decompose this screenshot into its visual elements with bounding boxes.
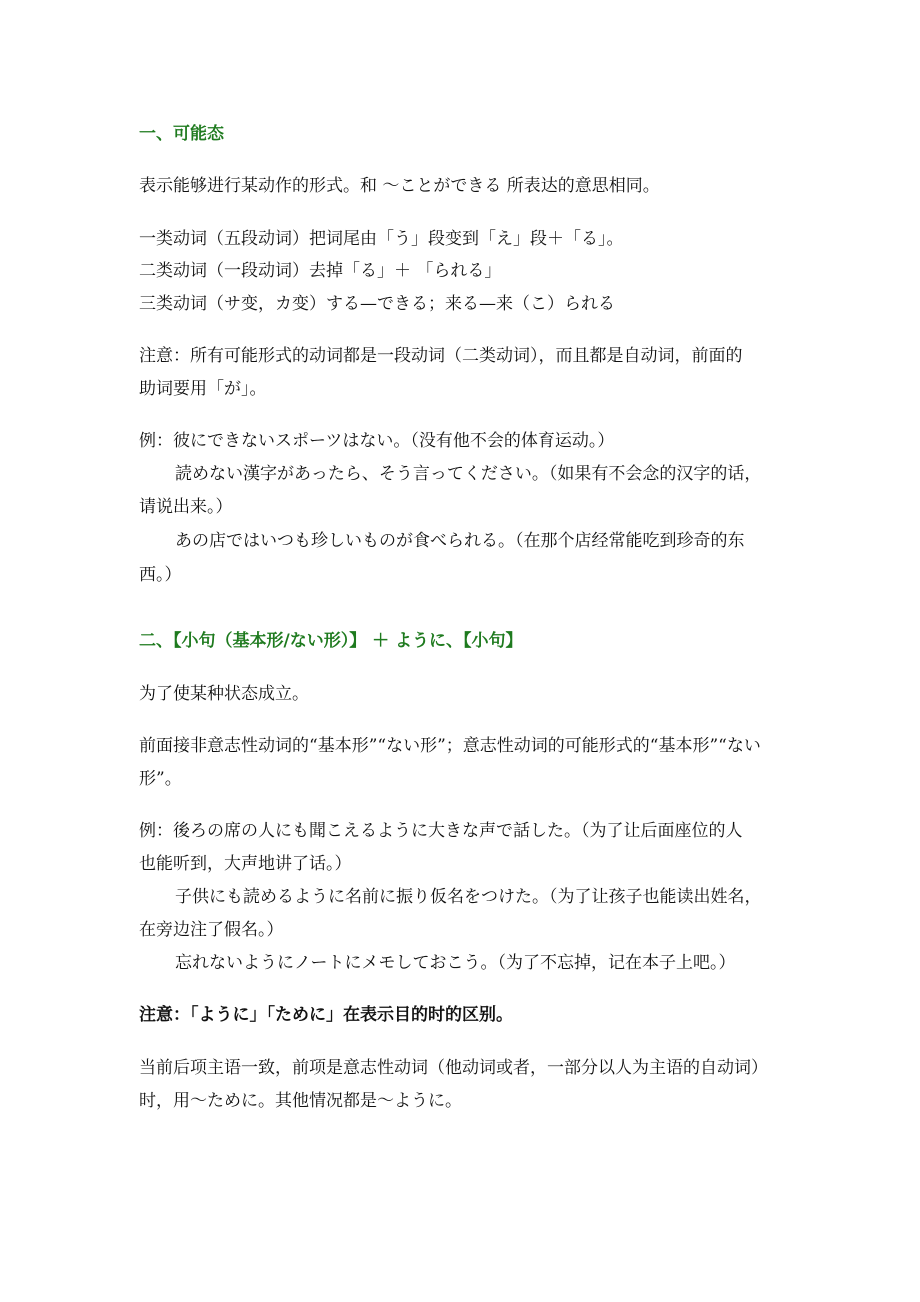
- example-sentence: 忘れないようにノートにメモしておこう。（为了不忘掉，记在本子上吧。）: [175, 953, 736, 973]
- description-text: 前面接非意志性动词的“基本形”“ない形”；意志性动词的可能形式的“基本形”“ない: [139, 736, 761, 756]
- example-sentence: あの店ではいつも珍しいものが食べられる。（在那个店经常能吃到珍奇的东: [175, 531, 745, 551]
- section1-heading: 一、可能态: [139, 124, 224, 144]
- section1-intro: 表示能够进行某动作的形式。和 ～ことができる 所表达的意思相同。: [139, 176, 660, 196]
- note-heading: 注意：「ように」「ために」在表示目的时的区别。: [139, 1005, 513, 1025]
- example-sentence: 例：彼にできないスポーツはない。（没有他不会的体育运动。）: [139, 431, 615, 451]
- rule-line: 一类动词（五段动词）把词尾由「う」段变到「え」段＋「る」。: [139, 229, 624, 249]
- example-sentence: 请说出来。）: [139, 497, 233, 517]
- example-sentence: 在旁边注了假名。）: [139, 920, 284, 940]
- example-sentence: 読めない漢字があったら、そう言ってください。（如果有不会念的汉字的话，: [175, 464, 762, 484]
- description-text: 形”。: [139, 769, 182, 789]
- section2-heading: 二、【小句（基本形/ない形）】 ＋ ように、【小句】: [139, 631, 523, 651]
- note-text: 助词要用「が」。: [139, 379, 267, 399]
- section2-purpose: 为了使某种状态成立。: [139, 684, 309, 704]
- note-text: 时，用～ために。其他情况都是～ように。: [139, 1091, 462, 1111]
- note-text: 当前后项主语一致，前项是意志性动词（他动词或者，一部分以人为主语的自动词）: [139, 1058, 768, 1078]
- rule-line: 三类动词（サ变，カ变）する—できる；来る—来（こ）られる: [139, 294, 615, 314]
- example-sentence: 西。）: [139, 565, 182, 585]
- example-sentence: 例：後ろの席の人にも聞こえるように大きな声で話した。（为了让后面座位的人: [139, 821, 743, 841]
- note-text: 注意：所有可能形式的动词都是一段动词（二类动词），而且都是自动词，前面的: [139, 346, 743, 366]
- example-sentence: 子供にも読めるように名前に振り仮名をつけた。（为了让孩子也能读出姓名，: [175, 887, 762, 907]
- rule-line: 二类动词（一段动词）去掉「る」＋ 「られる」: [139, 261, 502, 281]
- example-sentence: 也能听到，大声地讲了话。）: [139, 854, 352, 874]
